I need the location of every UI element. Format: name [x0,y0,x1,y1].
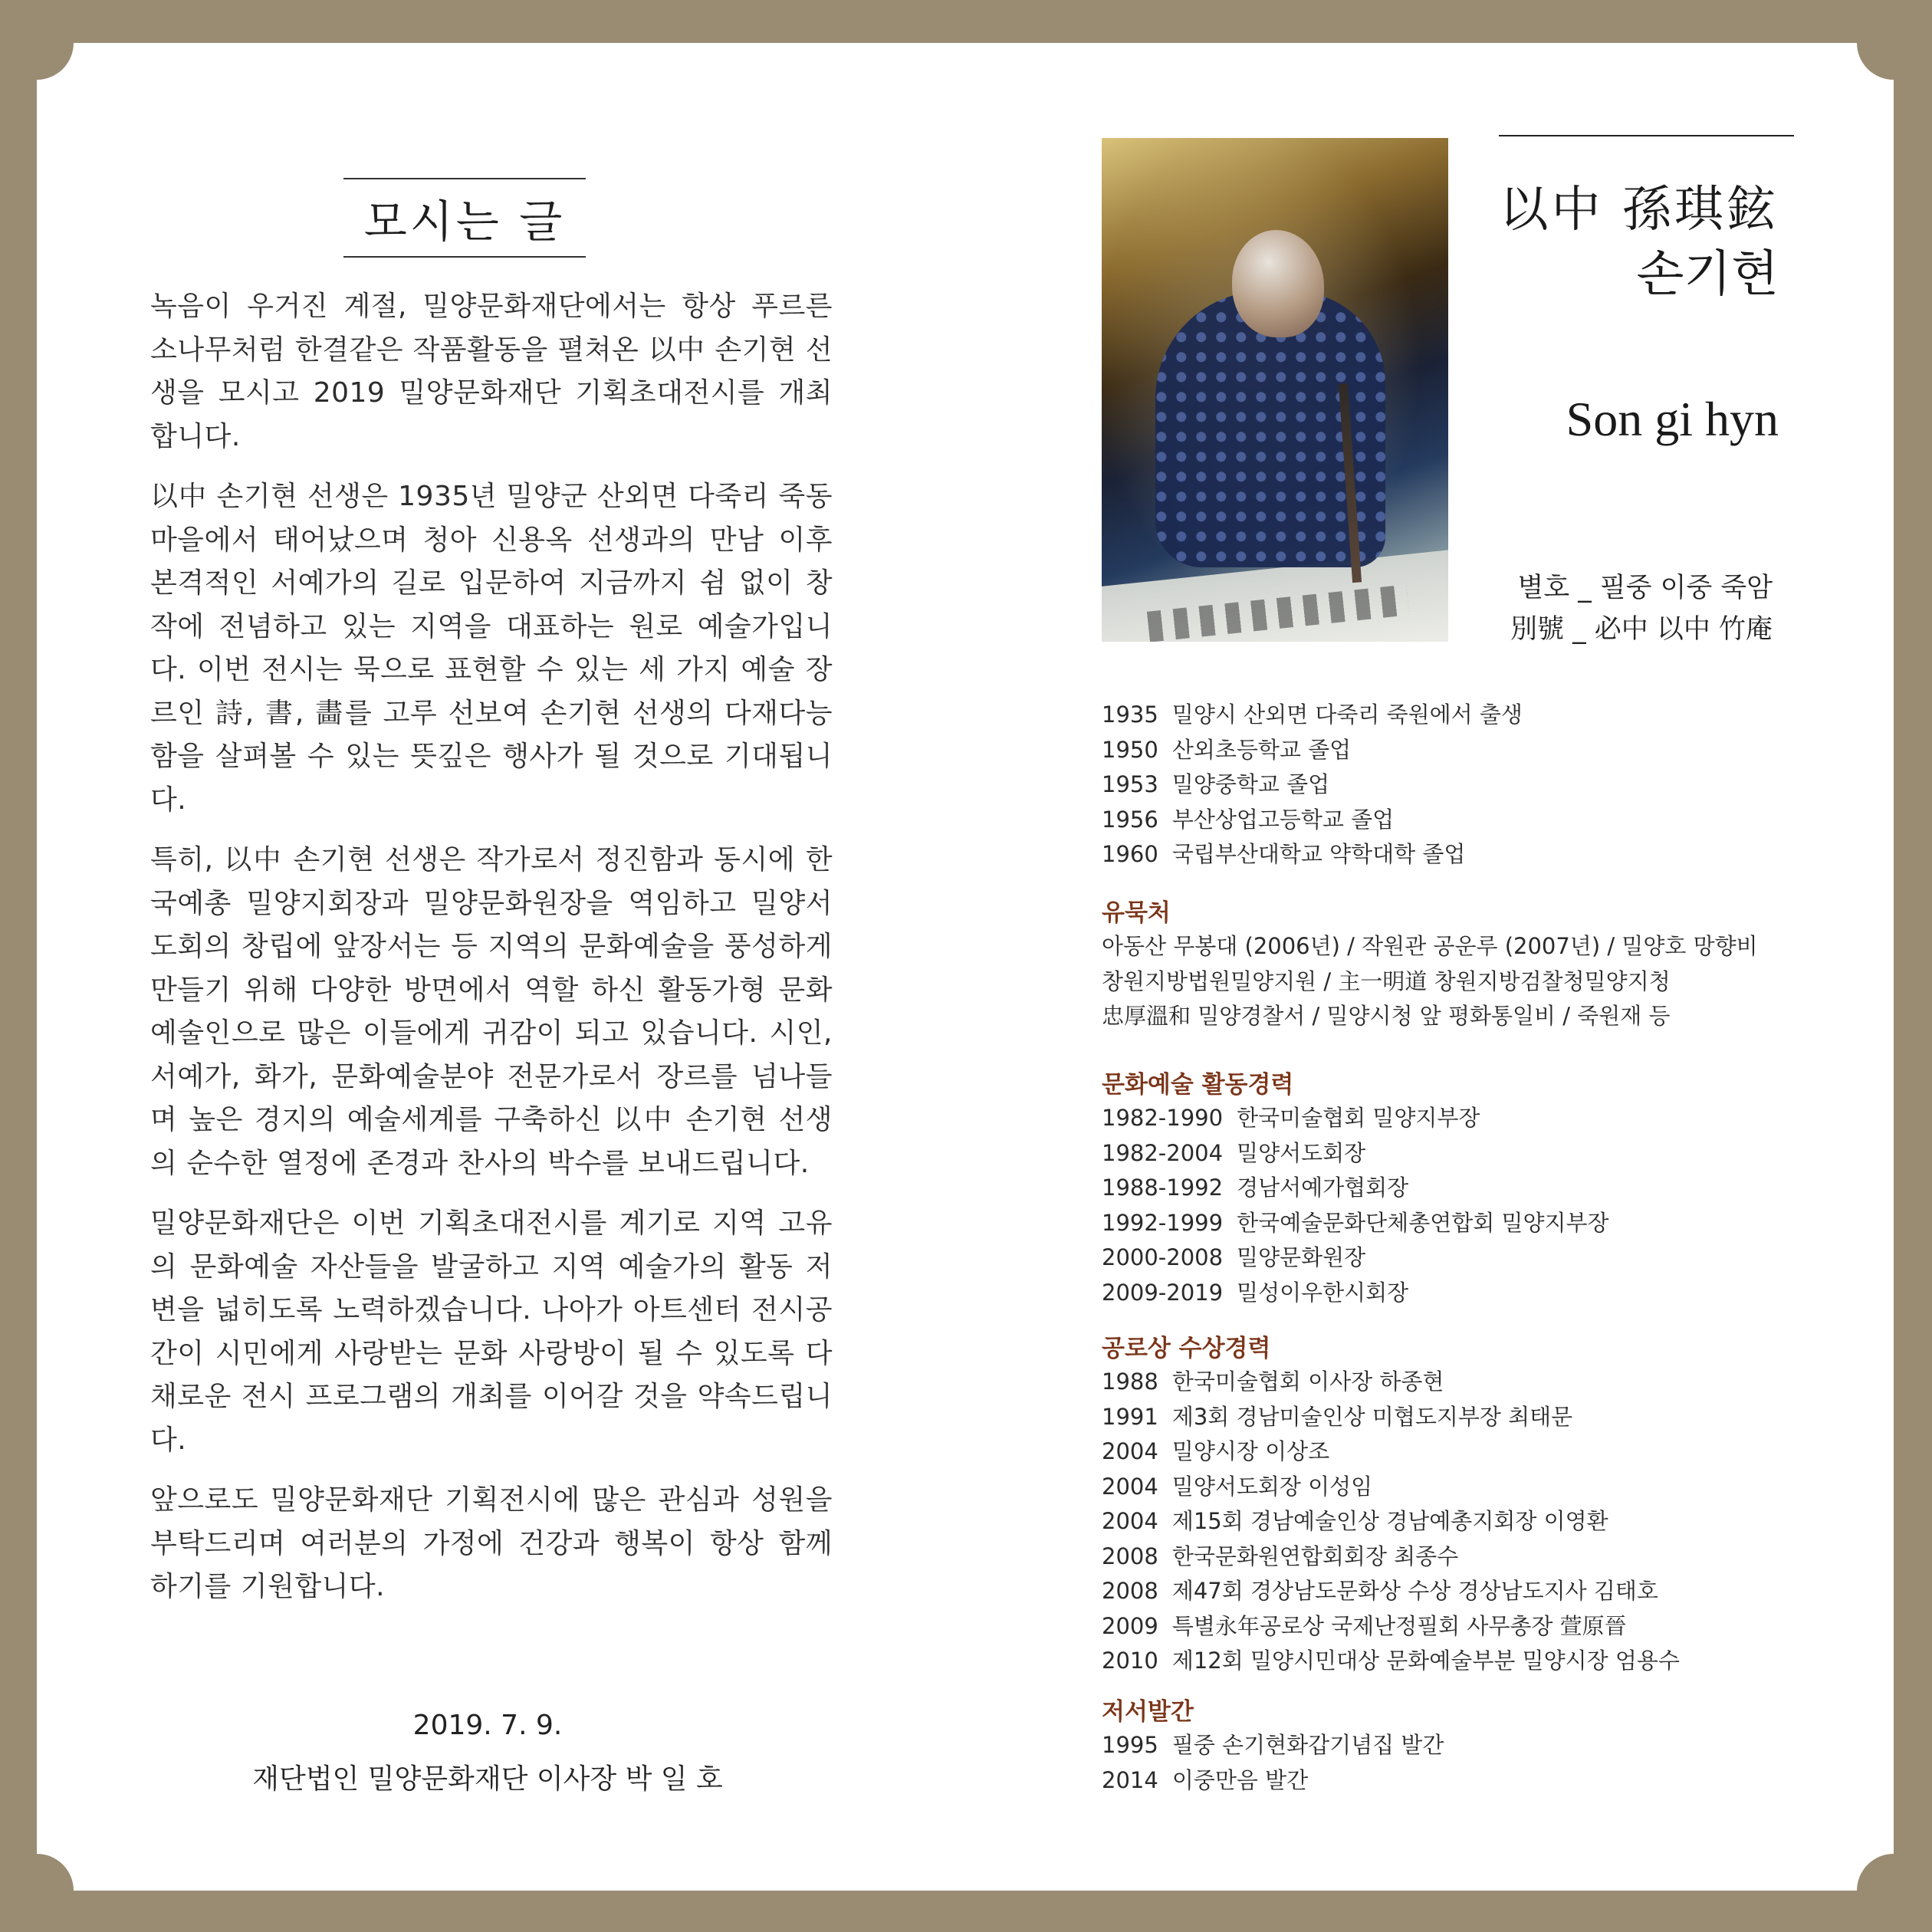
awards-section [1102,1332,1868,1679]
list-item: 2009-2019 밀성이우한시회장 [1102,1279,1409,1306]
education-list [1102,698,1868,872]
aliases [1457,567,1773,650]
list-item: 아동산 무봉대 (2006년) / 작원관 공운루 (2007년) / 밀양호 망향비 [1102,933,1758,959]
corner-ornament [0,6,74,80]
section-heading: 공로상 수상경력 [1102,1335,1271,1362]
list-item: 2008 제47회 경상남도문화상 수상 경상남도지사 김태호 [1102,1578,1658,1604]
list-item: 2004 밀양시장 이상조 [1102,1438,1330,1464]
list-item: 1988 한국미술협회 이사장 하종현 [1102,1368,1444,1395]
list-item: 2010 제12회 밀양시민대상 문화예술부분 밀양시장 엄용수 [1102,1648,1680,1674]
list-item: 忠厚溫和 밀양경찰서 / 밀양시청 앞 평화통일비 / 죽원재 등 [1102,1003,1671,1029]
section-heading: 저서발간 [1102,1698,1194,1726]
list-item: 1953 밀양중학교 졸업 [1102,771,1330,797]
paragraph: 밀양문화재단은 이번 기획초대전시를 계기로 지역 고유의 문화예술 자산들을 발굴하고 지역 예술가의 활동 저변을 넓히도록 노력하겠습니다. 나아가 아트센터 전시공간이 시민에게 사랑받는 문화 사랑방이 될 수 있도록 다채로운 전시 프로그램의 개최를 이어갈 것을 약속드립니다. [150,1208,833,1456]
corner-ornament [0,1854,74,1927]
corner-ornament [1857,6,1930,80]
list-item: 1991 제3회 경남미술인상 미협도지부장 최태문 [1102,1403,1573,1430]
list-item: 1995 필중 손기현화갑기념집 발간 [1102,1732,1444,1758]
list-item: 2000-2008 밀양문화원장 [1102,1244,1366,1270]
list-item: 1960 국립부산대학교 약학대학 졸업 [1102,841,1466,867]
list-item: 1992-1999 한국예술문화단체총연합회 밀양지부장 [1102,1209,1609,1236]
list-item: 2004 제15회 경남예술인상 경남예총지회장 이영환 [1102,1508,1608,1534]
list-item: 2014 이중만음 발간 [1102,1766,1309,1793]
corner-ornament [1857,1854,1930,1927]
list-item: 2009 특별永年공로상 국제난정필회 사무총장 萱原晉 [1102,1612,1627,1639]
divider [1499,135,1794,136]
list-item: 1950 산외초등학교 졸업 [1102,736,1352,763]
paragraph: 앞으로도 밀양문화재단 기획전시에 많은 관심과 성원을 부탁드리며 여러분의 가정에 건강과 행복이 항상 함께 하기를 기원합니다. [150,1484,833,1602]
name-hanja: 以中 孫琪鉉 [1499,182,1779,238]
books-section [1102,1696,1868,1798]
paragraph: 특히, 以中 손기현 선생은 작가로서 정진함과 동시에 한국예총 밀양지회장과 밀양문화원장을 역임하고 밀양서도회의 창립에 앞장서는 등 지역의 문화예술을 풍성하게 만들기 위해 다양한 방면에서 역할 하신 활동가형 문화예술인으로 많은 이들에게 귀감이 되고 있습니다. 시인, 서예가, 화가, 문화예술분야 전문가로서 장르를 넘나들며 높은 경지의 예술세계를 구축하신 以中 손기현 선생의 순수한 열정에 존경과 찬사의 박수를 보내드립니다. [150,844,833,1179]
head-shape [1232,230,1324,337]
greeting-title-text: 모시는 글 [363,196,566,248]
signer: 재단법인 밀양문화재단 이사장 박 일 호 [252,1763,723,1795]
alias-korean: 별호 _ 필중 이중 죽암 [1517,573,1773,603]
greeting-body [150,285,833,1626]
name-korean: 손기현 [1636,246,1779,303]
works-section [1102,897,1868,1034]
list-item: 1956 부산상업고등학교 졸업 [1102,806,1395,833]
paragraph: 녹음이 우거진 계절, 밀양문화재단에서는 항상 푸르른 소나무처럼 한결같은 작품활동을 펼쳐온 以中 손기현 선생을 모시고 2019 밀양문화재단 기획초대전시를 개최합니다. [150,291,833,452]
list-item: 2004 밀양서도회장 이성임 [1102,1473,1373,1500]
list-item: 2008 한국문화원연합회회장 최종수 [1102,1543,1459,1569]
signoff [150,1699,825,1806]
list-item: 1982-2004 밀양서도회장 [1102,1139,1366,1166]
artist-photo [1102,138,1448,642]
date: 2019. 7. 9. [412,1710,563,1741]
list-item: 1935 밀양시 산외면 다죽리 죽원에서 출생 [1102,702,1523,728]
name-roman: Son gi hyn [1566,392,1779,446]
list-item: 창원지방법원밀양지원 / 主一明道 창원지방검찰청밀양지청 [1102,968,1671,994]
section-heading: 유묵처 [1102,899,1171,927]
greeting-title [343,178,586,258]
artist-name [1457,178,1779,307]
career-section [1102,1069,1868,1310]
paragraph: 以中 손기현 선생은 1935년 밀양군 산외면 다죽리 죽동마을에서 태어났으며 청아 신용옥 선생과의 만남 이후 본격적인 서예가의 길로 입문하여 지금까지 쉼 없이 창작에 전념하고 있는 지역을 대표하는 원로 예술가입니다. 이번 전시는 묵으로 표현할 수 있는 세 가지 예술 장르인 詩, 書, 畵를 고루 선보여 손기현 선생의 다재다능함을 살펴볼 수 있는 뜻깊은 행사가 될 것으로 기대됩니다. [150,481,833,816]
alias-hanja: 別號 _ 必中 以中 竹庵 [1510,614,1773,645]
list-item: 1988-1992 경남서예가협회장 [1102,1175,1409,1201]
section-heading: 문화예술 활동경력 [1102,1071,1294,1099]
list-item: 1982-1990 한국미술협회 밀양지부장 [1102,1105,1480,1131]
